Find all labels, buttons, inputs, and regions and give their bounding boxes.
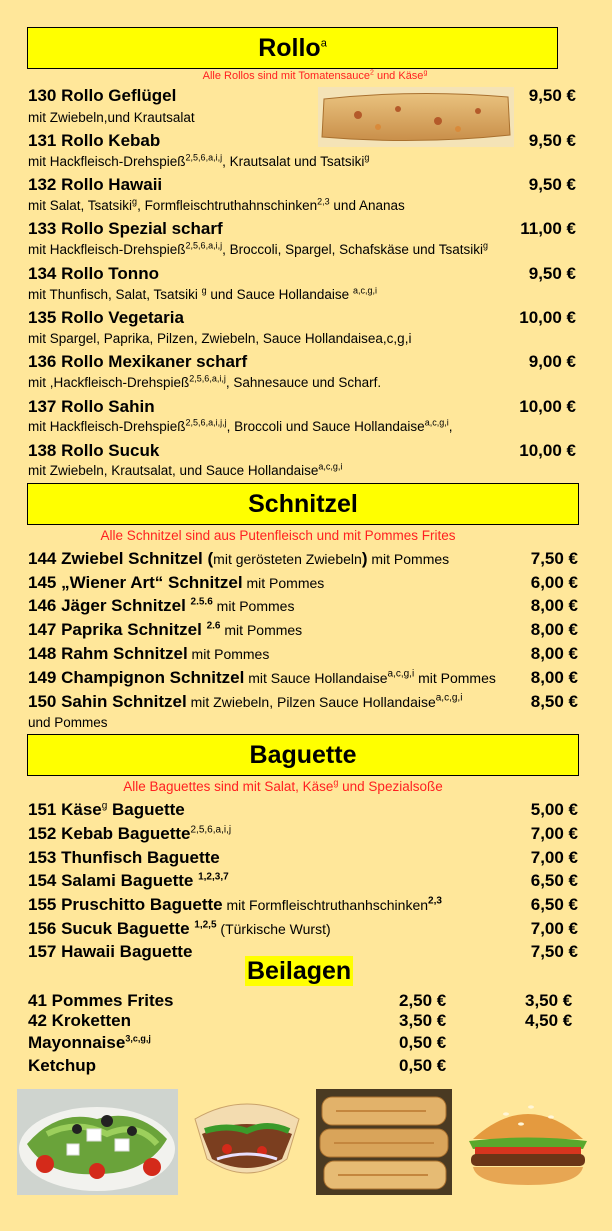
- rollo-item-price: 9,50 €: [528, 175, 576, 194]
- beilagen-item-name: Ketchup: [28, 1056, 96, 1075]
- baguette-price: 5,00 €: [530, 800, 578, 819]
- beilagen-item-name: 42 Kroketten: [28, 1011, 131, 1030]
- schnitzel-continuation: und Pommes: [28, 715, 108, 730]
- baguette-title: Baguette: [249, 741, 357, 769]
- baguette-header: [27, 734, 579, 776]
- schnitzel-title: Schnitzel: [248, 490, 358, 518]
- baguette-price: 7,00 €: [530, 824, 578, 843]
- rollo-item-name: 137 Rollo Sahin: [28, 397, 155, 416]
- rollo-item-desc: mit ,Hackfleisch-Drehspieß$^{2,5,6,a,i,j}$, Sahnesauce und Scharf.: [28, 373, 382, 390]
- baguette-item: 155 Pruschitto Baguette mit Formfleischtruthanhschinken$^{2,3}$ 6,50 €: [28, 895, 578, 914]
- salad-image: [17, 1089, 178, 1195]
- rollo-note: Alle Rollos sind mit Tomatensauce$^2$ und Käse$^g$: [202, 69, 428, 82]
- rollo-item-desc: mit Spargel, Paprika, Pilzen, Zwiebeln, Sauce Hollandaisea,c,g,i: [28, 331, 412, 346]
- schnitzel-price: 8,00 €: [530, 596, 578, 615]
- rollo-item-desc: mit Thunfisch, Salat, Tsatsiki $^g$ und Sauce Hollandaise $^{a,c,g,i}$: [28, 285, 377, 302]
- schnitzel-item: 145 „Wiener Art“ Schnitzel mit Pommes 6,00 €: [28, 573, 578, 592]
- rollo-item-price: 9,00 €: [528, 352, 576, 371]
- rollo-wraps-image: [316, 1089, 452, 1195]
- beilagen-price-large: 3,50 €: [525, 991, 573, 1010]
- burger-image: [461, 1089, 595, 1195]
- doner-sandwich-image: [187, 1089, 307, 1195]
- baguette-item: 153 Thunfisch Baguette 7,00 €: [28, 848, 578, 867]
- rollo-item-desc: mit Zwiebeln, Krautsalat, und Sauce Hollandaise$^{a,c,g,i}$: [28, 461, 343, 478]
- schnitzel-price: 7,50 €: [530, 549, 578, 568]
- schnitzel-item: 150 Sahin Schnitzel mit Zwiebeln, Pilzen Sauce Hollandaise$^{a,c,g,i}$ 8,50 €: [28, 692, 578, 711]
- rollo-item-name: 134 Rollo Tonno: [28, 264, 159, 283]
- schnitzel-price: 6,00 €: [530, 573, 578, 592]
- rollo-item-name: 136 Rollo Mexikaner scharf: [28, 352, 248, 371]
- baguette-item: 157 Hawaii Baguette 7,50 €: [28, 942, 578, 961]
- schnitzel-item: 149 Champignon Schnitzel mit Sauce Hollandaise$^{a,c,g,i}$ mit Pommes 8,00 €: [28, 668, 578, 687]
- baguette-item: 154 Salami Baguette $^{1,2,3,7}$ 6,50 €: [28, 871, 578, 890]
- schnitzel-price: 8,50 €: [530, 692, 578, 711]
- rollo-item-name: 138 Rollo Sucuk: [28, 441, 160, 460]
- baguette-price: 7,00 €: [530, 919, 578, 938]
- rollo-item-name: 133 Rollo Spezial scharf: [28, 219, 223, 238]
- rollo-header: Rollo$^a$: [27, 27, 558, 69]
- beilagen-title: Beilagen: [247, 957, 352, 985]
- rollo-item-price: 10,00 €: [519, 441, 576, 460]
- schnitzel-price: 8,00 €: [530, 668, 578, 687]
- rollo-item-price: 11,00 €: [520, 219, 576, 238]
- rollo-item-name: 135 Rollo Vegetaria: [28, 308, 184, 327]
- schnitzel-item: 144 Zwiebel Schnitzel (mit gerösteten Zwiebeln) mit Pommes 7,50 €: [28, 549, 578, 568]
- baguette-item: 156 Sucuk Baguette $^{1,2,5}$ (Türkische Wurst) 7,00 €: [28, 919, 578, 938]
- rollo-title: Rollo: [258, 34, 321, 62]
- rollo-pizza-image: [318, 87, 514, 147]
- rollo-item-name: 131 Rollo Kebab: [28, 131, 161, 150]
- beilagen-price-small: 2,50 €: [399, 991, 447, 1010]
- beilagen-price-small: 3,50 €: [399, 1011, 447, 1030]
- rollo-item-price: 9,50 €: [528, 264, 576, 283]
- rollo-item-price: 9,50 €: [528, 131, 576, 150]
- schnitzel-item: 147 Paprika Schnitzel $^{2.6}$ mit Pommes 8,00 €: [28, 620, 578, 639]
- rollo-item-desc: mit Hackfleisch-Drehspieß$^{2,5,6,a,i,j}$, Broccoli, Spargel, Schafskäse und Tsatsiki$^g$: [28, 240, 488, 257]
- schnitzel-price: 8,00 €: [530, 620, 578, 639]
- rollo-item-name: 132 Rollo Hawaii: [28, 175, 163, 194]
- baguette-note: Alle Baguettes sind mit Salat, Käse$^g$ und Spezialsoße: [123, 777, 443, 794]
- schnitzel-item: 148 Rahm Schnitzel mit Pommes 8,00 €: [28, 644, 578, 663]
- schnitzel-header: [27, 483, 579, 525]
- rollo-item-price: 10,00 €: [519, 397, 576, 416]
- baguette-price: 6,50 €: [530, 895, 578, 914]
- rollo-item-desc: mit Hackfleisch-Drehspieß$^{2,5,6,a,i,j}$, Krautsalat und Tsatsiki$^g$: [28, 152, 370, 169]
- beilagen-price-small: 0,50 €: [399, 1056, 447, 1075]
- rollo-item-name: 130 Rollo Geflügel: [28, 86, 177, 105]
- baguette-price: 7,00 €: [530, 848, 578, 867]
- baguette-item: 152 Kebab Baguette$^{2,5,6,a,i,j}$ 7,00 €: [28, 824, 578, 843]
- baguette-price: 6,50 €: [530, 871, 578, 890]
- schnitzel-price: 8,00 €: [530, 644, 578, 663]
- schnitzel-note: Alle Schnitzel sind aus Putenfleisch und mit Pommes Frites: [100, 528, 456, 543]
- beilagen-item-name: 41 Pommes Frites: [28, 991, 174, 1010]
- rollo-item-desc: mit Zwiebeln,und Krautsalat: [28, 110, 195, 125]
- baguette-item: 151 Käse$^g$ Baguette 5,00 €: [28, 800, 578, 819]
- baguette-price: 7,50 €: [530, 942, 578, 961]
- rollo-item-price: 9,50 €: [528, 86, 576, 105]
- rollo-item-price: 10,00 €: [519, 308, 576, 327]
- rollo-item-desc: mit Salat, Tsatsiki$^g$, Formfleischtruthahnschinken$^{2,3}$ und Ananas: [28, 196, 405, 213]
- beilagen-item-name: Mayonnaise$^{3,c,g,j}$: [28, 1033, 151, 1052]
- schnitzel-item: 146 Jäger Schnitzel $^{2.5.6}$ mit Pommes 8,00 €: [28, 596, 578, 615]
- beilagen-price-small: 0,50 €: [399, 1033, 447, 1052]
- rollo-item-desc: mit Hackfleisch-Drehspieß$^{2,5,6,a,i,j,j}$, Broccoli und Sauce Hollandaise$^{a,c,g,i}$,: [28, 417, 453, 434]
- beilagen-price-large: 4,50 €: [525, 1011, 573, 1030]
